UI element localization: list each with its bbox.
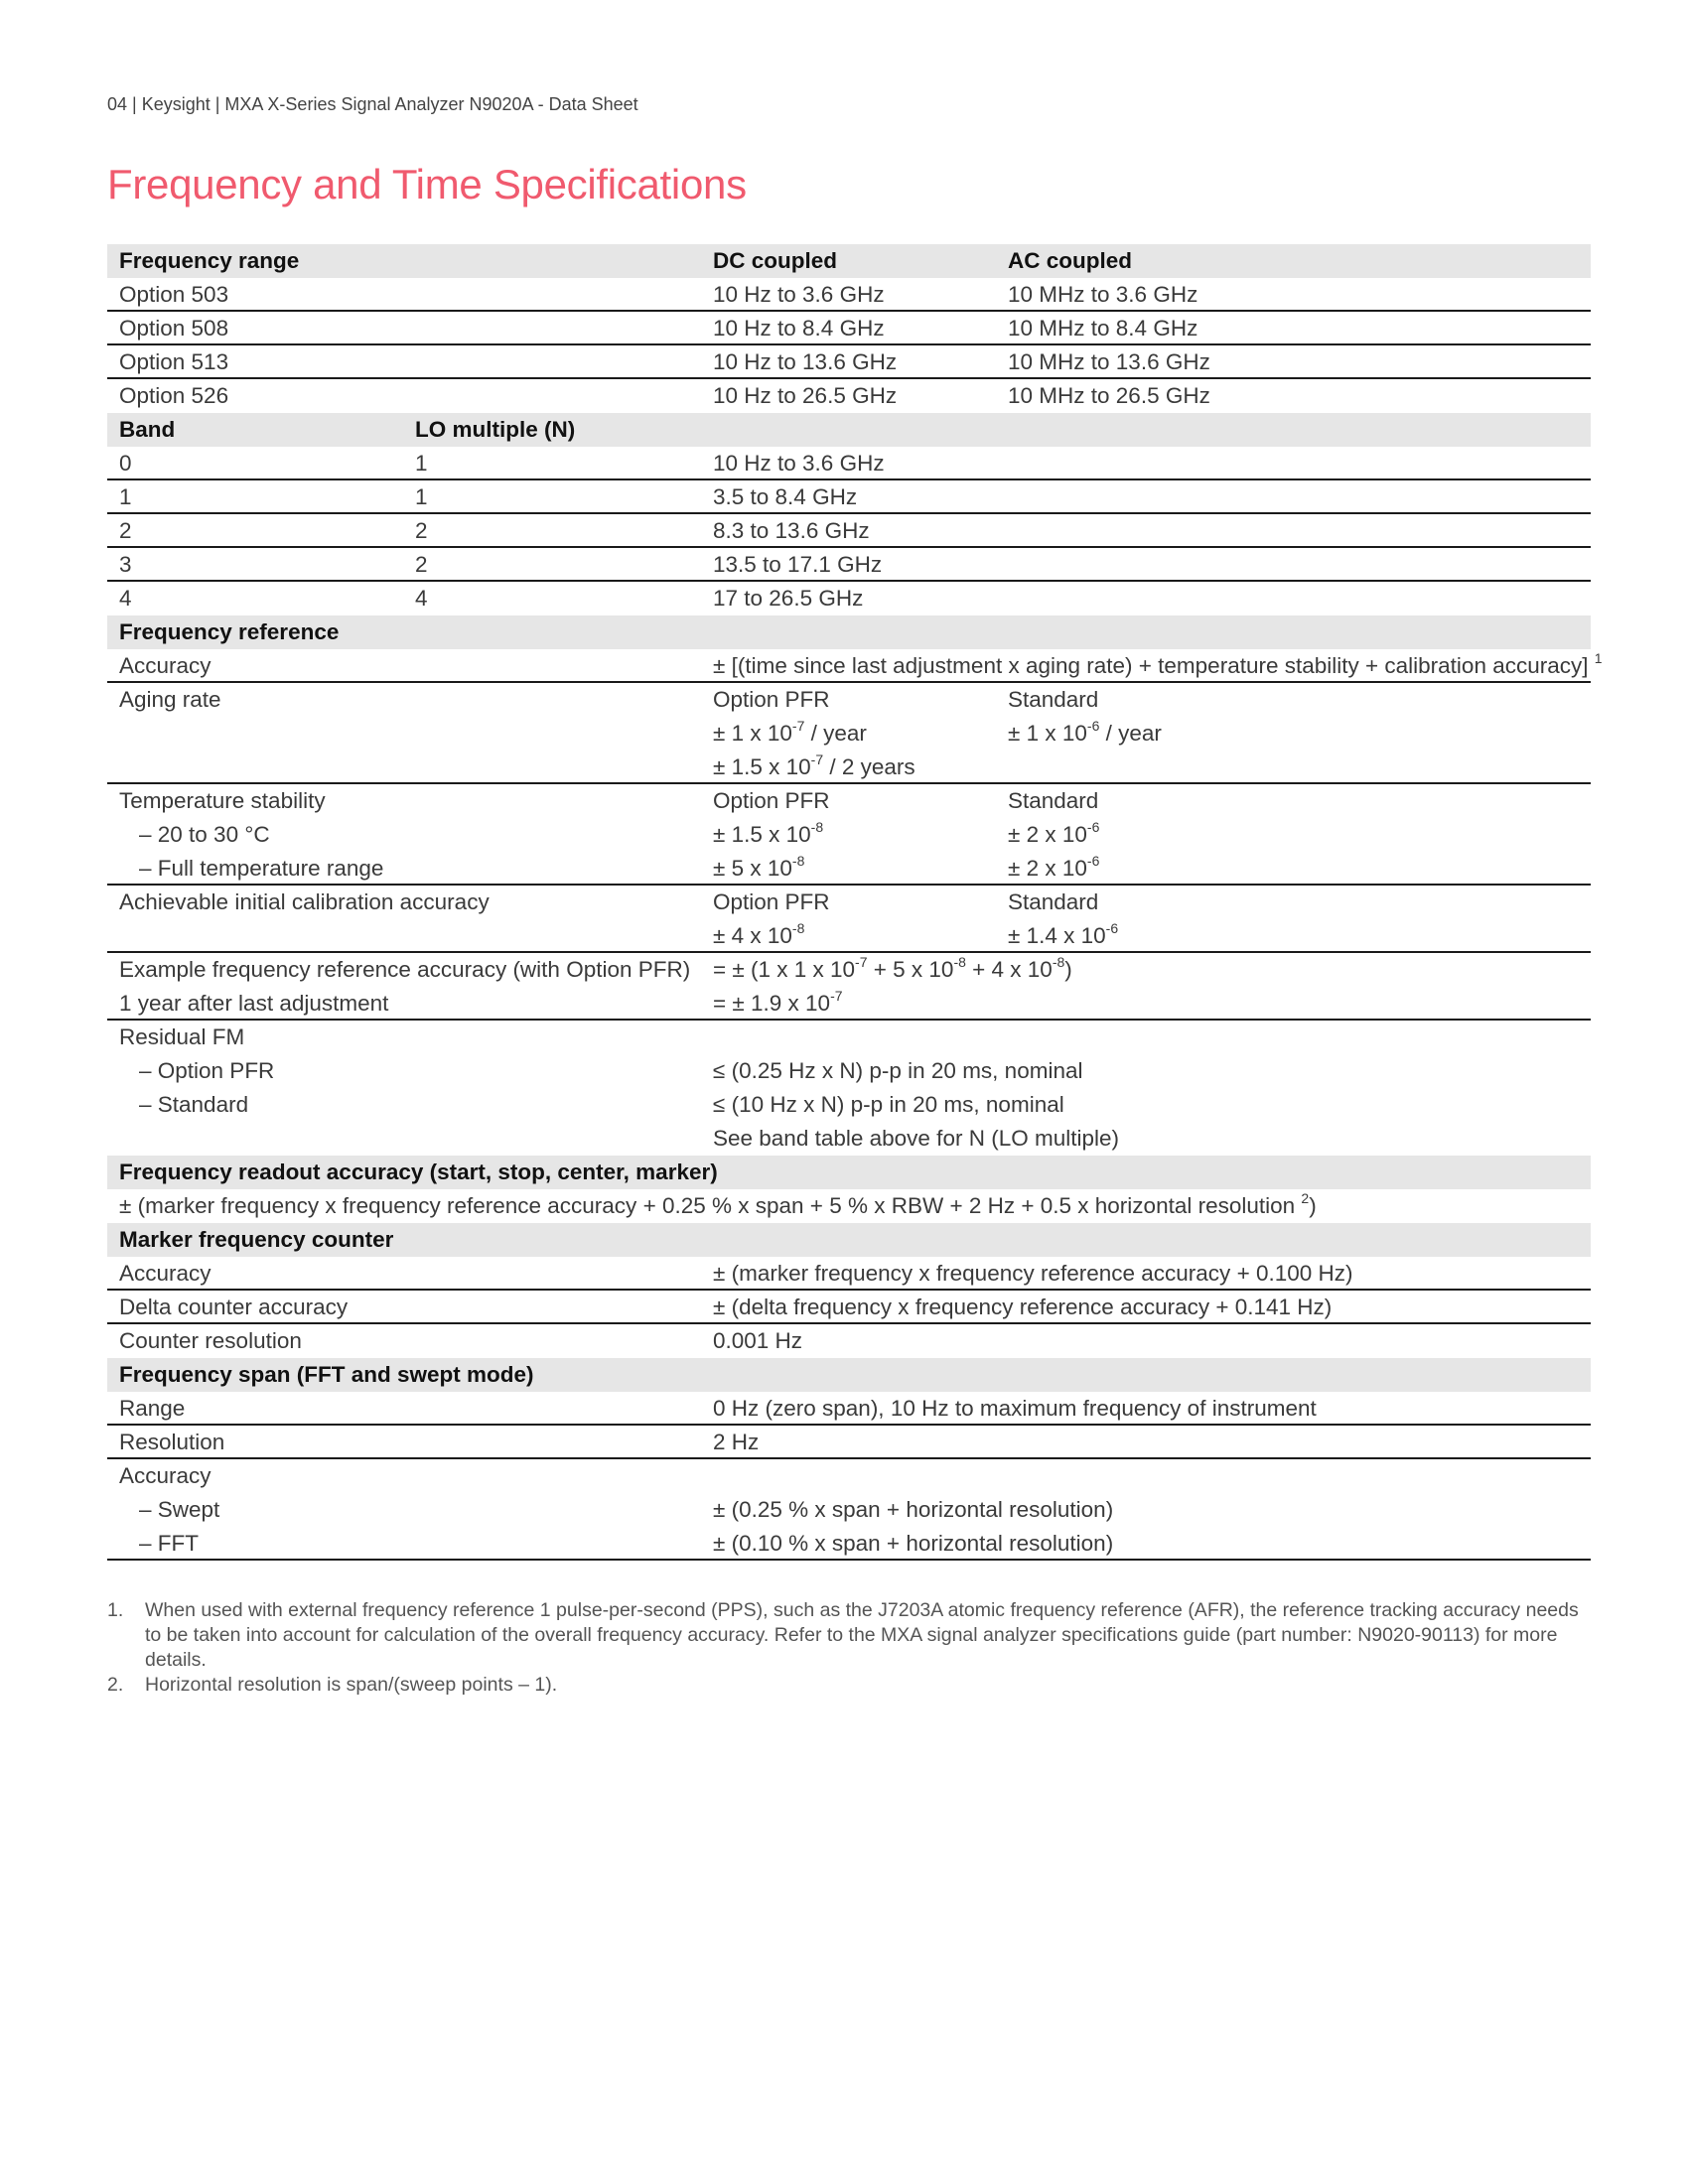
aging-rate-standard [1008, 683, 1162, 751]
table-row [107, 886, 1591, 953]
band-number: 3 [119, 552, 132, 577]
label-text: 1 year after last adjustment [119, 991, 389, 1016]
exponent: -8 [953, 953, 966, 970]
value-text: + 5 x 10 [867, 957, 954, 982]
blank-line [713, 1021, 1119, 1054]
value-tail: / 2 years [823, 754, 915, 779]
option-label: Option 513 [119, 349, 229, 374]
aging-rate-label: Aging rate [119, 687, 221, 712]
value-tail: / year [1099, 721, 1162, 746]
dc-range: 10 Hz to 3.6 GHz [713, 282, 885, 307]
footnote-ref-2: 2 [1301, 1189, 1310, 1206]
footnote-text: Horizontal resolution is span/(sweep points – 1). [145, 1674, 558, 1696]
sub-label: – Option PFR [139, 1058, 275, 1083]
readout-accuracy-heading: Frequency readout accuracy (start, stop, center, marker) [119, 1160, 718, 1184]
row-label: Range [119, 1396, 186, 1421]
calibration-accuracy-standard [1008, 886, 1118, 953]
band-range: 3.5 to 8.4 GHz [713, 484, 858, 509]
value-text: = ± (1 x 1 x 10 [713, 957, 856, 982]
row-value: ± (delta frequency x frequency reference accuracy + 0.141 Hz) [713, 1295, 1333, 1319]
value-line [713, 852, 830, 886]
footnote-2 [107, 1673, 1591, 1698]
exponent: -6 [1105, 919, 1119, 936]
aging-pfr-value-1 [713, 717, 915, 751]
exponent: -8 [791, 919, 805, 936]
calibration-accuracy-pfr [713, 886, 830, 953]
value-text: ± 1 x 10 [713, 721, 792, 746]
exponent: -7 [855, 953, 868, 970]
band-range: 13.5 to 17.1 GHz [713, 552, 883, 577]
sub-label: – Standard [139, 1092, 249, 1117]
lo-multiple: 2 [415, 518, 428, 543]
band-range: 17 to 26.5 GHz [713, 586, 864, 611]
value-line [713, 987, 1072, 1021]
footnote-number: 1. [107, 1599, 124, 1621]
table-row [107, 1426, 1591, 1459]
exponent: -6 [1086, 818, 1100, 835]
temperature-stability-standard [1008, 784, 1099, 886]
option-label: Option 508 [119, 316, 229, 341]
frequency-span-header [107, 1358, 1591, 1392]
footnote-ref-1: 1 [1594, 649, 1603, 666]
accuracy-label: Accuracy [119, 653, 211, 678]
residual-fm-label [119, 1021, 274, 1122]
aging-std-value-1 [1008, 717, 1162, 751]
row-label: Resolution [119, 1430, 225, 1454]
marker-counter-heading: Marker frequency counter [119, 1227, 394, 1252]
ac-coupled-heading: AC coupled [1008, 248, 1133, 273]
table-row [107, 480, 1591, 514]
table-row [107, 379, 1591, 413]
example-accuracy-label [119, 953, 690, 1021]
row-value: 0 Hz (zero span), 10 Hz to maximum frequency of instrument [713, 1396, 1317, 1421]
value-line: ≤ (10 Hz x N) p-p in 20 ms, nominal [713, 1092, 1064, 1117]
table-row [107, 1189, 1591, 1223]
exponent: -8 [810, 818, 824, 835]
table-row [107, 1459, 1591, 1561]
table-row [107, 548, 1591, 582]
sub-label: – 20 to 30 °C [139, 822, 270, 847]
page-title: Frequency and Time Specifications [107, 161, 747, 207]
value-text: ± 2 x 10 [1008, 856, 1087, 881]
exponent: -6 [1086, 852, 1100, 869]
value-line: ± (0.10 % x span + horizontal resolution) [713, 1531, 1114, 1556]
footnote-1 [107, 1598, 1591, 1673]
exponent: -8 [791, 852, 805, 869]
row-value: 0.001 Hz [713, 1328, 803, 1353]
row-label: Accuracy [119, 1261, 211, 1286]
exponent: -7 [810, 751, 824, 767]
readout-accuracy-formula [119, 1189, 1317, 1223]
formula-tail: ) [1309, 1193, 1317, 1218]
pfr-title: Option PFR [713, 889, 830, 914]
lo-multiple-heading: LO multiple (N) [415, 417, 576, 442]
residual-fm-values [713, 1021, 1119, 1156]
table-row [107, 582, 1591, 615]
option-label: Option 526 [119, 383, 229, 408]
table-row [107, 649, 1603, 683]
footnotes [107, 1598, 1591, 1698]
band-heading: Band [119, 417, 176, 442]
value-text: ± 1 x 10 [1008, 721, 1087, 746]
label-text: Residual FM [119, 1024, 245, 1049]
value-text: + 4 x 10 [965, 957, 1053, 982]
band-number: 4 [119, 586, 132, 611]
exponent: -8 [1052, 953, 1065, 970]
blank-line [713, 1459, 1113, 1493]
std-title: Standard [1008, 788, 1099, 813]
label-text: Temperature stability [119, 788, 326, 813]
value-line [1008, 818, 1099, 852]
band-range: 8.3 to 13.6 GHz [713, 518, 870, 543]
band-header [107, 413, 1591, 447]
frequency-span-heading: Frequency span (FFT and swept mode) [119, 1362, 534, 1387]
exponent: -6 [1086, 717, 1100, 734]
value-line [713, 919, 830, 953]
temperature-stability-pfr [713, 784, 830, 886]
value-line [713, 953, 1072, 987]
marker-counter-header [107, 1223, 1591, 1257]
span-accuracy-values [713, 1459, 1113, 1561]
lo-multiple: 1 [415, 484, 428, 509]
frequency-reference-heading: Frequency reference [119, 619, 340, 644]
value-text: ± 4 x 10 [713, 923, 792, 948]
sub-label: – FFT [139, 1531, 199, 1556]
value-line [1008, 919, 1118, 953]
table-row [107, 447, 1591, 480]
row-value: ± (marker frequency x frequency reference accuracy + 0.100 Hz) [713, 1261, 1353, 1286]
value-tail: / year [804, 721, 867, 746]
aging-pfr-value-2 [713, 751, 915, 784]
accuracy-formula-text: ± [(time since last adjustment x aging rate) + temperature stability + calibration accuracy] [713, 653, 1589, 678]
sub-label: – Swept [139, 1497, 220, 1522]
formula-text: ± (marker frequency x frequency reference accuracy + 0.25 % x span + 5 % x RBW + 2 Hz + 0.5 x horizontal resolution [119, 1193, 1296, 1218]
value-line [713, 818, 830, 852]
exponent: -7 [791, 717, 805, 734]
pfr-title: Option PFR [713, 788, 830, 813]
page-header: 04 | Keysight | MXA X-Series Signal Analyzer N9020A - Data Sheet [107, 94, 638, 114]
frequency-range-heading: Frequency range [119, 248, 300, 273]
table-row [107, 1021, 1591, 1156]
table-row [107, 784, 1591, 886]
value-line: See band table above for N (LO multiple) [713, 1126, 1119, 1151]
dc-coupled-heading: DC coupled [713, 248, 838, 273]
band-number: 0 [119, 451, 132, 476]
spec-table [107, 244, 1603, 1561]
footnote-text: When used with external frequency reference 1 pulse-per-second (PPS), such as the J7203A atomic frequency reference (AFR), the reference tracking accuracy needs to be taken into account for calculation of the overall frequency accuracy. Refer to the MXA signal analyzer specifications guide (part number: N9020-90113) for more details. [145, 1599, 1579, 1671]
readout-accuracy-header [107, 1156, 1591, 1189]
band-number: 1 [119, 484, 132, 509]
ac-range: 10 MHz to 8.4 GHz [1008, 316, 1198, 341]
table-row [107, 1257, 1591, 1291]
value-text: ± 1.5 x 10 [713, 754, 811, 779]
value-text: ± 2 x 10 [1008, 822, 1087, 847]
ac-range: 10 MHz to 26.5 GHz [1008, 383, 1210, 408]
temperature-stability-label [119, 784, 383, 886]
dc-range: 10 Hz to 13.6 GHz [713, 349, 898, 374]
row-label: Delta counter accuracy [119, 1295, 349, 1319]
option-label: Option 503 [119, 282, 229, 307]
table-row [107, 1324, 1591, 1358]
value-line: ≤ (0.25 Hz x N) p-p in 20 ms, nominal [713, 1058, 1083, 1083]
label-text: Accuracy [119, 1463, 211, 1488]
row-label: Counter resolution [119, 1328, 302, 1353]
table-row [107, 345, 1591, 379]
ac-range: 10 MHz to 3.6 GHz [1008, 282, 1198, 307]
aging-pfr-title: Option PFR [713, 687, 830, 712]
frequency-reference-header [107, 615, 1591, 649]
table-row [107, 1291, 1591, 1324]
footnote-number: 2. [107, 1674, 124, 1696]
sub-label: – Full temperature range [139, 856, 384, 881]
lo-multiple: 4 [415, 586, 428, 611]
ac-range: 10 MHz to 13.6 GHz [1008, 349, 1210, 374]
example-accuracy-value [713, 953, 1072, 1021]
band-range: 10 Hz to 3.6 GHz [713, 451, 885, 476]
exponent: -7 [830, 987, 843, 1004]
calibration-accuracy-label: Achievable initial calibration accuracy [119, 889, 490, 914]
band-number: 2 [119, 518, 132, 543]
value-text: ± 1.4 x 10 [1008, 923, 1106, 948]
lo-multiple: 1 [415, 451, 428, 476]
value-line: ± (0.25 % x span + horizontal resolution) [713, 1497, 1114, 1522]
value-line [1008, 852, 1099, 886]
value-text: = ± 1.9 x 10 [713, 991, 831, 1016]
value-text: ± 5 x 10 [713, 856, 792, 881]
accuracy-formula [713, 649, 1603, 683]
value-text: ) [1064, 957, 1072, 982]
table-row [107, 683, 1591, 784]
aging-std-title: Standard [1008, 687, 1099, 712]
table-row [107, 1392, 1591, 1426]
table-row [107, 278, 1591, 312]
row-value: 2 Hz [713, 1430, 760, 1454]
span-accuracy-label [119, 1459, 219, 1561]
lo-multiple: 2 [415, 552, 428, 577]
dc-range: 10 Hz to 26.5 GHz [713, 383, 898, 408]
aging-rate-pfr [713, 683, 915, 784]
dc-range: 10 Hz to 8.4 GHz [713, 316, 885, 341]
value-text: ± 1.5 x 10 [713, 822, 811, 847]
table-row [107, 953, 1591, 1021]
std-title: Standard [1008, 889, 1099, 914]
label-text: Example frequency reference accuracy (with Option PFR) [119, 957, 691, 982]
table-row [107, 514, 1591, 548]
frequency-range-header [107, 244, 1591, 278]
table-row [107, 312, 1591, 345]
